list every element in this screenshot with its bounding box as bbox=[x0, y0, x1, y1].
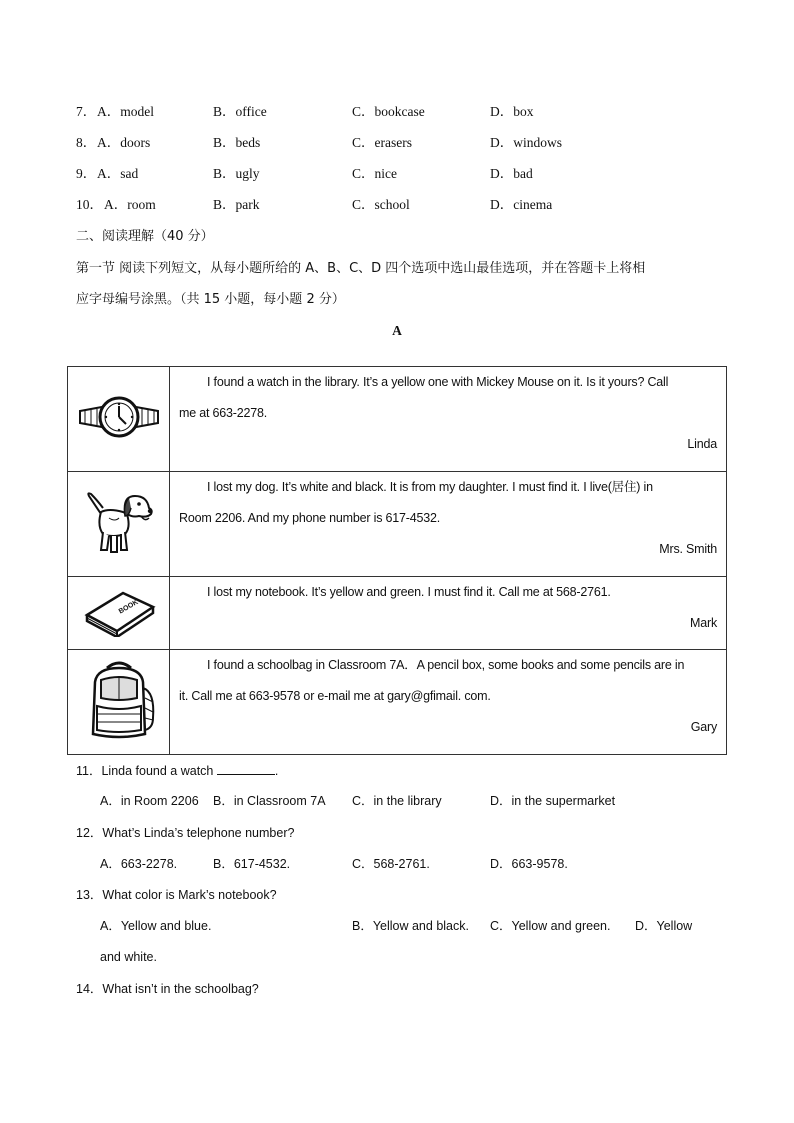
q12-option-c: C．568-2761. bbox=[352, 857, 430, 871]
option-a: A．sad bbox=[97, 166, 139, 181]
q11-option-b: B．in Classroom 7A bbox=[213, 794, 326, 808]
notice-row bbox=[68, 577, 727, 650]
option-c: C．nice bbox=[352, 166, 397, 181]
notice-row bbox=[68, 650, 727, 755]
question-number: 9． bbox=[76, 166, 97, 181]
q12-option-d: D．663-9578. bbox=[490, 857, 568, 871]
option-b: B．office bbox=[213, 104, 267, 119]
notice-text bbox=[170, 650, 727, 755]
section-title: 二、阅读理解（40 分） bbox=[76, 229, 214, 244]
q13-option-d: D．Yellow bbox=[635, 919, 693, 933]
notebook-icon bbox=[79, 585, 159, 637]
option-c: C．bookcase bbox=[352, 104, 425, 119]
option-a: A．model bbox=[97, 104, 154, 119]
q11-option-c: C．in the library bbox=[352, 794, 442, 808]
notice-line-1: I found a schoolbag in Classroom 7A．A pencil box, some books and some pencils are in bbox=[207, 658, 685, 672]
watch-icon bbox=[76, 389, 162, 445]
question-13-stem: 13．What color is Mark’s notebook? bbox=[76, 888, 277, 902]
option-d: D．box bbox=[490, 104, 534, 119]
stem-text: 11．Linda found a watch bbox=[76, 764, 217, 778]
option-b: B．ugly bbox=[213, 166, 260, 181]
question-12-stem: 12．What’s Linda’s telephone number? bbox=[76, 826, 295, 840]
option-b: B．beds bbox=[213, 135, 261, 150]
instruction-line-1: 第一节 阅读下列短文，从每小题所给的 A、B、C、D 四个选项中选山最佳选项，并在答题卡上将相 bbox=[76, 261, 646, 276]
q13-option-a: A．Yellow and blue. bbox=[100, 919, 212, 933]
schoolbag-icon bbox=[79, 658, 159, 742]
option-a: A．doors bbox=[97, 135, 151, 150]
q12-option-a: A．663-2278. bbox=[100, 857, 178, 871]
question-number: 7． bbox=[76, 104, 97, 119]
notice-line-2: me at 663-2278. bbox=[179, 406, 268, 420]
notice-text bbox=[170, 577, 727, 650]
q11-option-d: D．in the supermarket bbox=[490, 794, 616, 808]
book-label: BOOK bbox=[117, 598, 139, 615]
notice-text bbox=[170, 367, 727, 472]
notice-text bbox=[170, 472, 727, 577]
question-14-stem: 14．What isn’t in the schoolbag? bbox=[76, 982, 259, 996]
notice-picture bbox=[68, 367, 170, 472]
question-11-stem bbox=[76, 762, 278, 779]
notice-picture bbox=[68, 577, 170, 650]
q13-option-c: C．Yellow and green. bbox=[490, 919, 611, 933]
notice-picture bbox=[68, 472, 170, 577]
notice-picture bbox=[68, 650, 170, 755]
question-number: 10． bbox=[76, 197, 103, 212]
stem-end: . bbox=[274, 764, 279, 778]
option-c: C．school bbox=[352, 197, 410, 212]
notice-row bbox=[68, 367, 727, 472]
notices-table bbox=[67, 366, 727, 755]
notice-signature: Mark bbox=[690, 616, 717, 630]
answer-blank bbox=[217, 762, 275, 775]
notice-row bbox=[68, 472, 727, 577]
option-c: C．erasers bbox=[352, 135, 412, 150]
option-d: D．windows bbox=[490, 135, 563, 150]
notice-line-2: it. Call me at 663-9578 or e-mail me at gary@gfimail. com. bbox=[179, 689, 491, 703]
notice-signature: Mrs. Smith bbox=[659, 542, 717, 556]
notice-signature: Gary bbox=[690, 720, 717, 734]
q12-option-b: B．617-4532. bbox=[213, 857, 291, 871]
q13-option-b: B．Yellow and black. bbox=[352, 919, 469, 933]
notice-line-2: Room 2206. And my phone number is 617-4532. bbox=[179, 511, 441, 525]
passage-label: A bbox=[392, 323, 402, 338]
notice-line-1: I found a watch in the library. It’s a yellow one with Mickey Mouse on it. Is it yours? Call bbox=[207, 375, 669, 389]
option-b: B．park bbox=[213, 197, 260, 212]
option-d: D．bad bbox=[490, 166, 533, 181]
notice-line-1: I lost my dog. It’s white and black. It is from my daughter. I must find it. I live(居住) in bbox=[207, 480, 653, 494]
dog-icon bbox=[79, 482, 159, 562]
notice-line-1: I lost my notebook. It’s yellow and green. I must find it. Call me at 568-2761. bbox=[207, 585, 611, 599]
instruction-line-2: 应字母编号涂黑。（共 15 小题，每小题 2 分） bbox=[76, 292, 345, 307]
option-d: D．cinema bbox=[490, 197, 553, 212]
q13-option-d-continued: and white. bbox=[100, 950, 157, 964]
notice-signature: Linda bbox=[687, 437, 717, 451]
q11-option-a: A．in Room 2206 bbox=[100, 794, 199, 808]
question-number: 8． bbox=[76, 135, 97, 150]
option-a: A．room bbox=[104, 197, 156, 212]
